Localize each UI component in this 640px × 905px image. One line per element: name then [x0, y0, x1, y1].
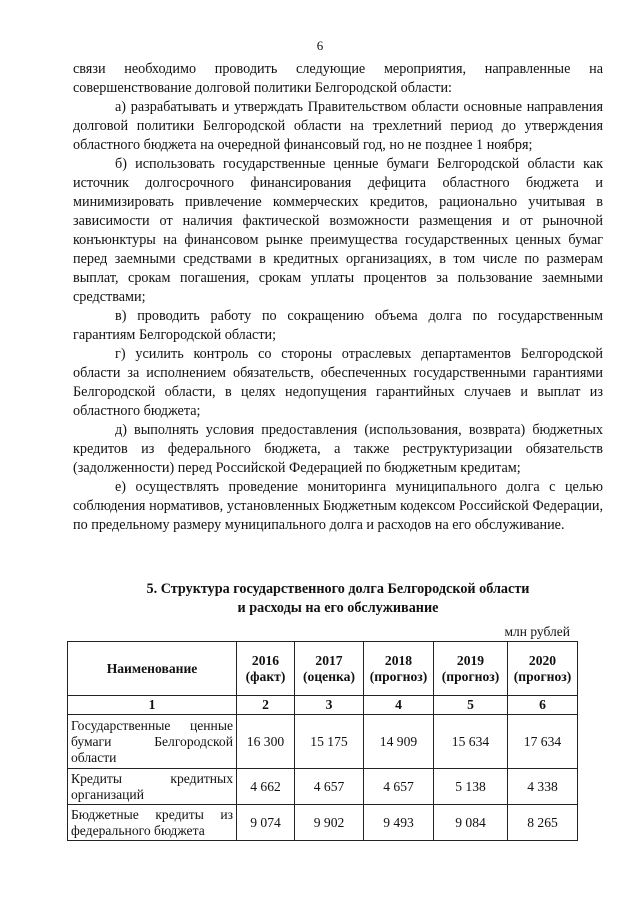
- row-name: Кредиты кредитных организаций: [68, 769, 237, 805]
- table-row: [68, 805, 578, 841]
- cell-value: 4 657: [364, 769, 434, 805]
- debt-structure-table: [67, 641, 578, 841]
- cell-value: 4 338: [508, 769, 578, 805]
- row-name: Бюджетные кредиты из федерального бюджета: [68, 805, 237, 841]
- paragraph-b: б) использовать государственные ценные бумаги Белгородской области как источник долгосрочного финансирования дефицита областного бюджета и минимизировать привлечение коммерческих кредитов, рационально учитывая в зависимости от наличия фактической возможности размещения и от рыночной конъюнктуры на финансовом рынке преимущества государственных ценных бумаг перед заемными средствами в кредитных организациях, в том числе по размерам выплат, срокам погашения, срокам уплаты процентов за пользование заемными средствами;: [73, 156, 603, 305]
- header-year: 2019: [456, 652, 485, 668]
- paragraph-d: д) выполнять условия предоставления (использования, возврата) бюджетных кредитов из федерального бюджета, а также реструктуризации обязательств (задолженности) перед Российской Федерацией по бюджетным кредитам;: [73, 422, 603, 476]
- table-row: [68, 715, 578, 769]
- paragraph-a: а) разрабатывать и утверждать Правительством области основные направления долговой политики Белгородской области на трехлетний период до утверждения областного бюджета на очередной финансовый год, но не позднее 1 ноября;: [73, 99, 603, 153]
- column-number: 3: [295, 696, 364, 715]
- cell-value: 5 138: [434, 769, 508, 805]
- header-year: 2018: [384, 652, 413, 668]
- cell-value: 4 662: [237, 769, 295, 805]
- column-number: 5: [434, 696, 508, 715]
- cell-value: 9 074: [237, 805, 295, 841]
- cell-value: 4 657: [295, 769, 364, 805]
- column-number: 4: [364, 696, 434, 715]
- table-header-row: [68, 642, 578, 696]
- cell-value: 9 493: [364, 805, 434, 841]
- section-title-line1: 5. Структура государственного долга Белгородской области: [146, 581, 530, 597]
- header-note: (прогноз): [441, 668, 500, 684]
- header-name: Наименование: [68, 642, 237, 696]
- section-title-line2: и расходы на его обслуживание: [237, 600, 439, 616]
- header-2018: [364, 642, 434, 696]
- column-number-row: [68, 696, 578, 715]
- cell-value: 9 084: [434, 805, 508, 841]
- header-year: 2016: [251, 652, 280, 668]
- header-note: (прогноз): [513, 668, 572, 684]
- table-row: [68, 769, 578, 805]
- cell-value: 17 634: [508, 715, 578, 769]
- paragraph-v: в) проводить работу по сокращению объема долга по государственным гарантиям Белгородской области;: [73, 308, 603, 343]
- paragraph-g: г) усилить контроль со стороны отраслевых департаментов Белгородской области за исполнением обязательств, обеспеченных государственными гарантиями Белгородской области, в целях недопущения гарантийных случаев и выплат из областного бюджета;: [73, 346, 603, 419]
- column-number: 6: [508, 696, 578, 715]
- row-name: Государственные ценные бумаги Белгородской области: [68, 715, 237, 769]
- header-note: (факт): [245, 668, 286, 684]
- header-note: (прогноз): [369, 668, 428, 684]
- header-year: 2020: [528, 652, 557, 668]
- cell-value: 16 300: [237, 715, 295, 769]
- cell-value: 14 909: [364, 715, 434, 769]
- header-2017: [295, 642, 364, 696]
- header-year: 2017: [315, 652, 343, 668]
- units-label: млн рублей: [504, 624, 570, 639]
- cell-value: 15 634: [434, 715, 508, 769]
- section-title: [73, 580, 603, 618]
- column-number: 2: [237, 696, 295, 715]
- header-2020: [508, 642, 578, 696]
- cell-value: 15 175: [295, 715, 364, 769]
- cell-value: 8 265: [508, 805, 578, 841]
- header-note: (оценка): [303, 668, 355, 684]
- column-number: 1: [68, 696, 237, 715]
- body-text: [73, 60, 603, 535]
- header-2019: [434, 642, 508, 696]
- cell-value: 9 902: [295, 805, 364, 841]
- paragraph-intro: связи необходимо проводить следующие мероприятия, направленные на совершенствование долговой политики Белгородской области:: [73, 61, 603, 96]
- paragraph-e: е) осуществлять проведение мониторинга муниципального долга с целью соблюдения нормативов, установленных Бюджетным кодексом Российской Федерации, по предельному размеру муниципального долга и расходов на его обслуживание.: [73, 479, 603, 533]
- page-number: 6: [316, 38, 324, 53]
- header-2016: [237, 642, 295, 696]
